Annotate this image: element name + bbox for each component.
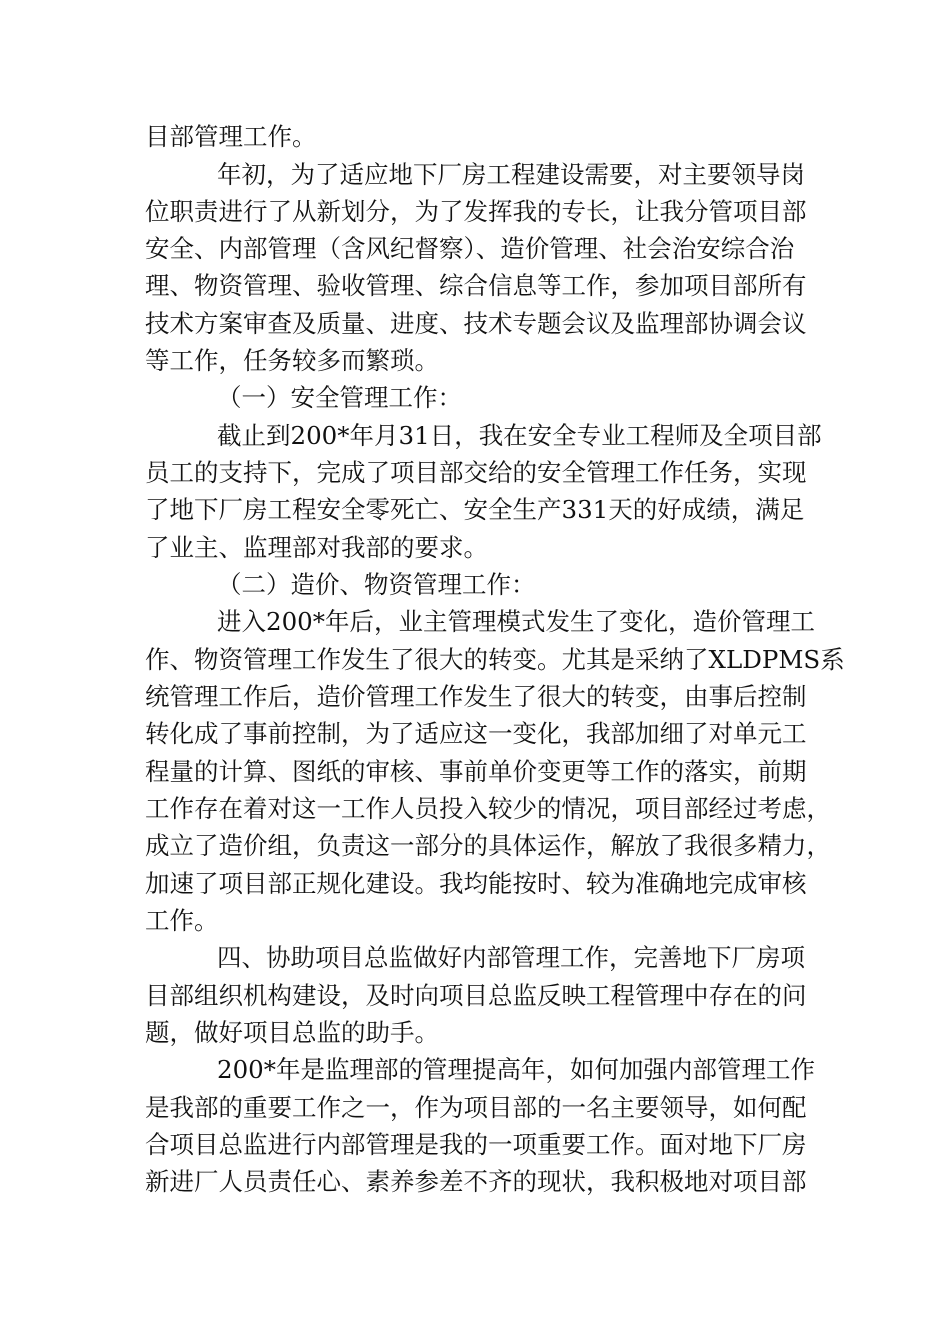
paragraph-first-line: 进入200*年后，业主管理模式发生了变化，造价管理工 (217, 607, 816, 636)
text-line: 目部组织机构建设，及时向项目总监反映工程管理中存在的问 (145, 981, 807, 1010)
text-line: 成立了造价组，负责这一部分的具体运作，解放了我很多精力， (145, 831, 831, 860)
text-line: 是我部的重要工作之一，作为项目部的一名主要领导，如何配 (145, 1093, 807, 1122)
text-line: 加速了项目部正规化建设。我均能按时、较为准确地完成审核 (145, 869, 807, 898)
text-line: 题，做好项目总监的助手。 (145, 1018, 439, 1047)
text-line: 新进厂人员责任心、素养参差不齐的现状，我积极地对项目部 (145, 1167, 807, 1196)
paragraph-first-line: 四、协助项目总监做好内部管理工作，完善地下厂房项 (217, 943, 805, 972)
text-line: 程量的计算、图纸的审核、事前单价变更等工作的落实，前期 (145, 757, 807, 786)
text-line: 工作。 (145, 906, 219, 935)
text-line: 了地下厂房工程安全零死亡、安全生产331天的好成绩，满足 (145, 495, 805, 524)
section-heading: （二）造价、物资管理工作： (217, 570, 536, 599)
text-line: 了业主、监理部对我部的要求。 (145, 533, 488, 562)
text-line: 位职责进行了从新划分，为了发挥我的专长，让我分管项目部 (145, 197, 807, 226)
text-line: 理、物资管理、验收管理、综合信息等工作，参加项目部所有 (145, 271, 807, 300)
text-line: 等工作，任务较多而繁琐。 (145, 346, 439, 375)
text-line: 技术方案审查及质量、进度、技术专题会议及监理部协调会议 (145, 309, 807, 338)
text-line: 目部管理工作。 (145, 122, 317, 151)
paragraph-first-line: 年初，为了适应地下厂房工程建设需要，对主要领导岗 (217, 160, 805, 189)
text-line: 转化成了事前控制，为了适应这一变化，我部加细了对单元工 (145, 719, 807, 748)
text-line: 统管理工作后，造价管理工作发生了很大的转变，由事后控制 (145, 682, 807, 711)
section-heading: （一）安全管理工作： (217, 383, 462, 412)
paragraph-first-line: 截止到200*年月31日，我在安全专业工程师及全项目部 (217, 421, 822, 450)
text-line: 工作存在着对这一工作人员投入较少的情况，项目部经过考虑， (145, 794, 831, 823)
text-line: 员工的支持下，完成了项目部交给的安全管理工作任务，实现 (145, 458, 807, 487)
text-line: 安全、内部管理（含风纪督察）、造价管理、社会治安综合治 (145, 234, 795, 263)
text-line: 合项目总监进行内部管理是我的一项重要工作。面对地下厂房 (145, 1130, 807, 1159)
text-line: 作、物资管理工作发生了很大的转变。尤其是采纳了XLDPMS系 (145, 645, 845, 674)
paragraph-first-line: 200*年是监理部的管理提高年，如何加强内部管理工作 (217, 1055, 816, 1084)
